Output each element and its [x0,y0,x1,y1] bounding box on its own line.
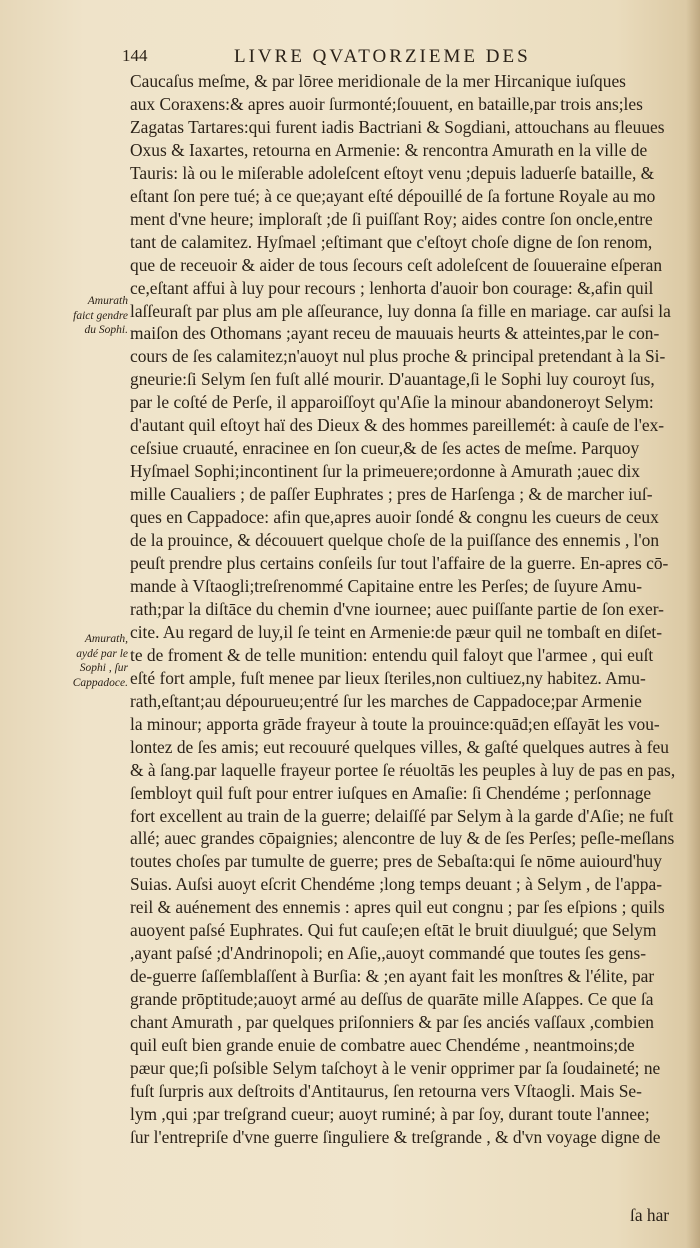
text-line: ques en Cappadoce: afin que,apres auoir ſondé & congnu les cueurs de ceux [130,507,659,528]
text-line: de-guerre ſaſſemblaſſent à Burſia: & ;en ayant fait les monſtres & l'élite, par [130,966,655,987]
margin-note-line: Amurath [87,295,128,307]
text-line: grande prōptitude;auoyt armé au deſſus de quarāte mille Aſappes. Ce que ſa [130,989,654,1010]
margin-note-line: Amurath, [84,633,128,645]
text-line: fuſt ſurpris aux deſtroits d'Antitaurus, ſen retourna vers Vſtaogli. Mais Se- [130,1080,642,1101]
text-line: lym ,qui ;par treſgrand cueur; auoyt ruminé; à par ſoy, durant toute l'annee; [130,1103,650,1124]
text-line: ceſsiue cruauté, enracinee en ſon cueur,& de ſes actes de meſme. Parquoy [130,438,640,459]
text-line: reil & auénement des ennemis : apres quil eut congnu ; par ſes eſpions ; quils [130,897,665,918]
text-line: gneurie:ſi Selym ſen fuſt allé mourir. D'auantage,ſi le Sophi luy couroyt ſus, [130,369,655,390]
text-line: mande à Vſtaogli;treſrenommé Capitaine entre les Perſes; de ſuyure Amu- [130,575,643,596]
text-line: Zagatas Tartares:qui furent iadis Bactriani & Sogdiani, attouchans au fleuues [130,116,665,137]
margin-note-line: faict gendre [73,309,128,322]
text-line: peuſt prendre plus certains conſeils ſur tout l'affaire de la guerre. En-apres cō- [130,553,669,574]
text-line: quil euſt bien grande enuie de combatre auec Chendéme , neantmoins;de [130,1035,635,1056]
text-line: te de froment & de telle munition: entendu quil faloyt que l'armee , qui euſt [130,644,654,665]
text-line: pæur que;ſi poſsible Selym taſchoyt à le venir opprimer par ſa ſoudaineté; ne [130,1057,661,1078]
text-line: tant de calamitez. Hyſmael ;eſtimant que c'eſtoyt choſe digne de ſon renom, [130,231,653,252]
page-number: 144 [122,46,148,65]
catchword: ſa har [630,1205,670,1225]
text-line: ſembloyt quil fuſt pour entrer iuſques en Amaſie: ſi Chendéme ; perſonnage [130,782,652,803]
text-line: ment d'vne heure; imploraſt ;de ſi puiſſant Roy; aides contre ſon oncle,entre [130,208,653,229]
text-line: allé; auec grandes cōpaignies; alencontre de luy & de ſes Perſes; peſle-meſlans [130,828,675,849]
running-head-title: LIVRE QVATORZIEME DES [234,46,531,67]
text-line: cours de ſes calamitez;n'auoyt nul plus proche & principal pretendant à la Si- [130,346,666,367]
text-line: Hyſmael Sophi;incontinent ſur la primeuere;ordonne à Amurath ;auec dix [130,461,640,482]
margin-note-line: Cappadoce. [72,676,128,689]
margin-note-cappadoce [58,632,128,690]
text-line: ce,eſtant affui à luy pour recours ; lenhorta d'auoir bon courage: &,afin quil [130,277,654,298]
margin-note-gendre [58,294,128,338]
text-line: de la prouince, & découuert quelque choſe de la puiſſance des ennemis , l'on [130,530,660,551]
text-line: Caucaſus meſme, & par lōree meridionale de la mer Hircanique iuſques [130,71,626,91]
text-line: que de receuoir & aider de tous ſecours ceſt adoleſcent de ſouueraine eſperan [130,254,663,275]
text-line: la minour; apporta grāde frayeur à toute la prouince:quād;en eſſayāt les vou- [130,713,660,734]
body-text [130,70,686,1149]
text-line: Tauris: là ou le miſerable adoleſcent eſtoyt venu ;depuis laduerſe bataille, & [130,162,655,183]
text-line: & à ſang.par laquelle frayeur portee ſe réuoltās les peuples à luy de pas en pas, [130,759,676,780]
text-line: Suias. Auſsi auoyt eſcrit Chendéme ;long temps deuant ; à Selym , de l'appa- [130,874,662,895]
text-line: eſté fort ample, fuſt menee par lieux ſteriles,non cultiuez,ny habitez. Amu- [130,667,646,688]
text-line: ſur l'entrepriſe d'vne guerre ſinguliere & treſgrande , & d'vn voyage digne de [130,1126,661,1147]
text-line: Oxus & Iaxartes, retourna en Armenie: & rencontra Amurath en la ville de [130,139,648,160]
text-line: eſtant ſon pere tué; à ce que;ayant eſté dépouillé de ſa fortune Royale au mo [130,185,656,206]
text-line: rath;par la diſtāce du chemin d'vne iournee; auec puiſſante partie de ſon exer- [130,598,664,619]
text-line: auoyent paſsé Euphrates. Qui fut cauſe;en eſtāt le bruit diuulgué; que Selym [130,920,657,941]
text-line: toutes choſes par tumulte de guerre; pres de Sebaſta:qui ſe nōme auiourd'huy [130,851,662,872]
text-line: fort excellent au train de la guerre; delaiſſé par Selym à la garde d'Aſie; ne fuſt [130,805,674,826]
margin-note-line: aydé par le [76,647,128,660]
text-line: laſſeuraſt par plus am ple aſſeurance, luy donna ſa fille en mariage. car auſsi la [130,300,671,321]
text-line: cite. Au regard de luy,il ſe teint en Armenie:de pæur quil ne tombaſt en diſet- [130,621,663,642]
margin-note-line: du Sophi. [84,324,128,336]
text-line: chant Amurath , par quelques priſonniers & par ſes anciés vaſſaux ,combien [130,1012,654,1033]
text-line: d'autant quil eſtoyt haï des Dieux & des hommes pareillemét: à cauſe de l'ex- [130,415,665,436]
text-line: lontez de ſes amis; eut recouuré quelques villes, & gaſté quelques autres à feu [130,736,669,757]
running-head [122,46,682,70]
text-line: aux Coraxens:& apres auoir ſurmonté;ſouuent, en bataille,par trois ans;les [130,93,643,114]
text-line: ,ayant paſsé ;d'Andrinopoli; en Aſie,,auoyt commandé que toutes ſes gens- [130,943,647,964]
margin-note-line: Sophi , ſur [79,662,128,674]
text-line: maiſon des Othomans ;ayant receu de mauuais heurts & atteintes,par le con- [130,323,660,344]
text-line: rath,eſtant;au dépourueu;entré ſur les marches de Cappadoce;par Armenie [130,690,642,711]
text-line: par le coſté de Perſe, il apparoiſſoyt qu'Aſie la minour abandoneroyt Selym: [130,392,654,413]
text-line: mille Caualiers ; de paſſer Euphrates ; pres de Harſenga ; & de marcher iuſ- [130,484,653,505]
